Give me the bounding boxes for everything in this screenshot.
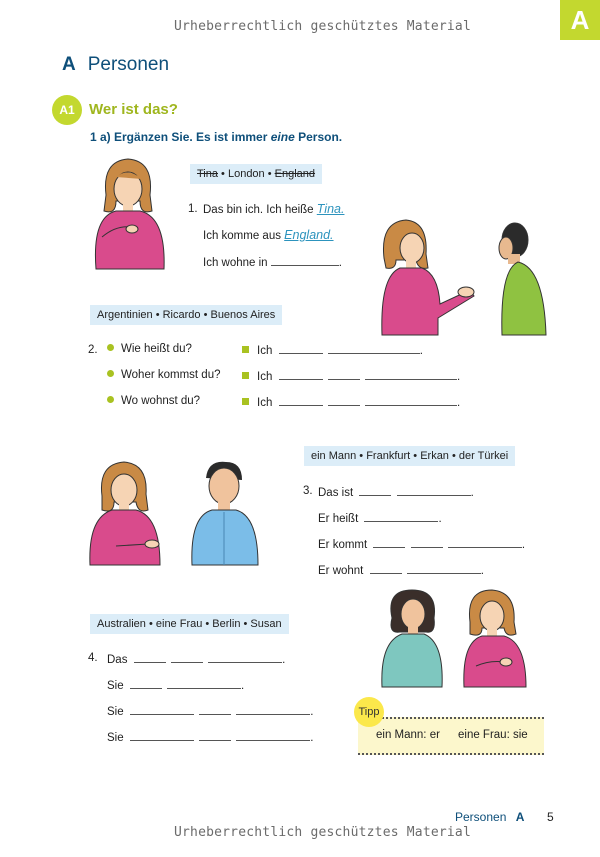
tipp-label: Tipp [354, 697, 384, 727]
exercise-1-line-3: Ich wohne in . [203, 257, 342, 269]
question-3: Wo wohnst du? [107, 395, 200, 407]
exercise-1-line-2: Ich komme aus England. [203, 228, 334, 242]
subsection-title: Wer ist das? [89, 101, 178, 118]
watermark-bottom: Urheberrechtlich geschütztes Material [174, 825, 471, 840]
footer-nav [455, 810, 524, 824]
section-name: Personen [87, 54, 170, 75]
exercise-4-line-1: Das . [107, 654, 286, 666]
answer-name: Tina. [316, 202, 345, 216]
illustration-woman-and-man [86, 460, 266, 566]
exercise-2-number: 2. [88, 344, 98, 356]
footer-section: Personen [455, 810, 507, 824]
word-box-2: Argentinien • Ricardo • Buenos Aires [90, 305, 282, 325]
answer-line-1: Ich . [242, 343, 423, 357]
section-title [62, 54, 169, 76]
footer-letter: A [515, 810, 525, 824]
word-box-3: ein Mann • Frankfurt • Erkan • der Türkei [304, 446, 515, 466]
exercise-1-number: 1. [188, 203, 198, 215]
illustration-two-women [380, 588, 534, 688]
tipp-right: eine Frau: sie [458, 729, 528, 741]
instruction: 1 a) Ergänzen Sie. Es ist immer eine Person. [90, 130, 343, 144]
page-number: 5 [547, 810, 554, 824]
illustration-woman-pointing [86, 155, 170, 270]
exercise-4-line-3: Sie . [107, 706, 314, 718]
tipp-left: ein Mann: er [376, 729, 440, 741]
exercise-1-line-1: Das bin ich. Ich heiße Tina. [203, 202, 345, 216]
tipp-box [358, 717, 544, 755]
answer-country: England. [284, 228, 334, 242]
instruction-emphasis: eine [270, 130, 295, 144]
exercise-4-line-4: Sie . [107, 732, 314, 744]
word-box-1: Tina • London • England [190, 164, 322, 184]
word-box-4: Australien • eine Frau • Berlin • Susan [90, 614, 289, 634]
question-2: Woher kommst du? [107, 369, 221, 381]
exercise-3-line-1: Das ist . [318, 487, 474, 499]
illustration-conversation [378, 218, 556, 336]
answer-line-3: Ich . [242, 395, 460, 409]
watermark-top: Urheberrechtlich geschütztes Material [174, 19, 471, 34]
exercise-4-number: 4. [88, 652, 98, 664]
exercise-badge: A1 [52, 95, 82, 125]
answer-line-2: Ich . [242, 369, 460, 383]
exercise-4-line-2: Sie . [107, 680, 245, 692]
exercise-3-line-4: Er wohnt . [318, 565, 484, 577]
answer-blank[interactable] [271, 255, 339, 266]
section-letter: A [62, 54, 76, 75]
exercise-3-line-2: Er heißt . [318, 513, 442, 525]
exercise-3-line-3: Er kommt . [318, 539, 526, 551]
chapter-tab: A [560, 0, 600, 40]
question-1: Wie heißt du? [107, 343, 192, 355]
exercise-3-number: 3. [303, 485, 313, 497]
